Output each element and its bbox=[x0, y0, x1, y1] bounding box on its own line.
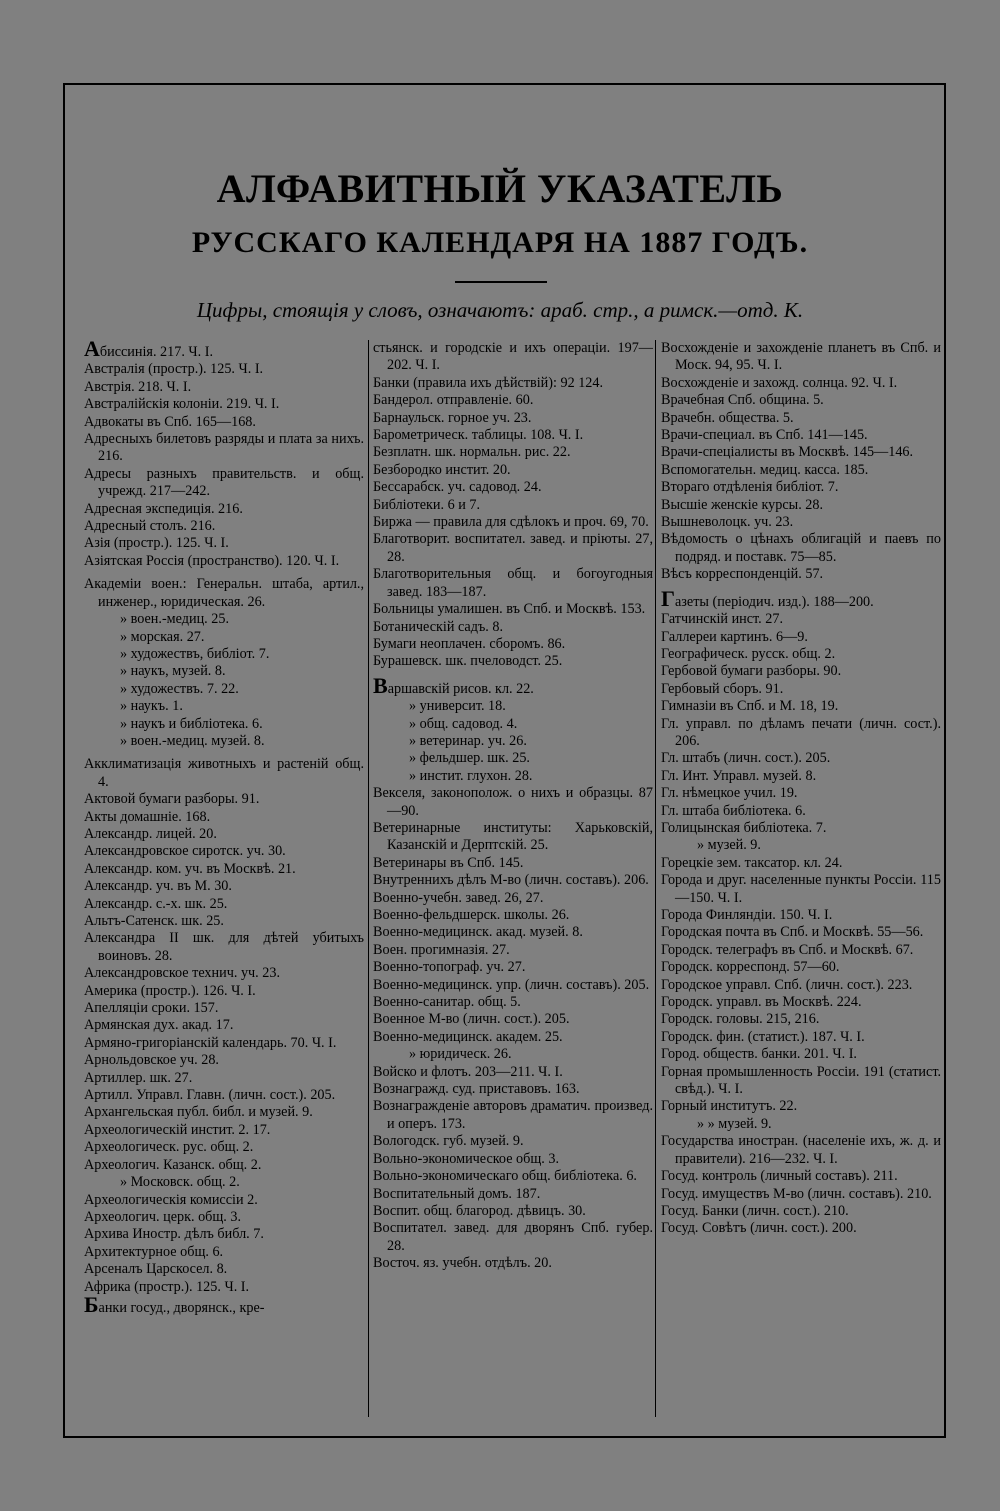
entry-text: Актовой бумаги разборы. 91. bbox=[84, 791, 260, 808]
index-entry bbox=[84, 1000, 364, 1017]
index-entry bbox=[661, 1168, 941, 1185]
index-entry bbox=[84, 930, 364, 965]
index-entry bbox=[84, 1174, 364, 1191]
entry-text: » наукъ и библіотека. 6. bbox=[120, 715, 263, 732]
index-entry bbox=[373, 1220, 653, 1255]
entry-text: » » музей. 9. bbox=[697, 1115, 772, 1132]
index-entry bbox=[373, 410, 653, 427]
index-entry bbox=[373, 1064, 653, 1081]
index-entry bbox=[84, 611, 364, 628]
column-divider-2 bbox=[655, 340, 656, 1417]
entry-text: Гл. нѣмецкое учил. 19. bbox=[661, 785, 798, 802]
entry-text: Адресный столъ. 216. bbox=[84, 518, 216, 535]
entry-text: » фельдшер. шк. 25. bbox=[409, 750, 530, 767]
subtitle: Цифры, стоящія у словъ, означаютъ: араб. стр., а римск.—отд. К. bbox=[196, 298, 804, 322]
entry-text: Акклиматизація животныхъ и растеній общ. 4. bbox=[84, 756, 364, 790]
entry-text: Вѣдомость о цѣнахъ облигацій и паевъ по подряд. и поставк. 75—85. bbox=[661, 531, 941, 565]
entry-text: Военно-медицинск. упр. (личн. составъ). 205. bbox=[373, 976, 650, 993]
index-entry bbox=[373, 977, 653, 994]
entry-text: Горная промышленность Россіи. 191 (статист. свѣд.). Ч. I. bbox=[661, 1063, 941, 1098]
entry-text: Векселя, законополож. о нихъ и образцы. 87—90. bbox=[373, 785, 653, 819]
entry-text: Армяно-григоріанскій календарь. 70. Ч. I. bbox=[84, 1034, 337, 1051]
index-entry bbox=[661, 1220, 941, 1237]
index-entry bbox=[84, 809, 364, 826]
entry-text: Врачи-спеціалисты въ Москвѣ. 145—146. bbox=[661, 444, 914, 461]
entry-text: Арсеналъ Царскосел. 8. bbox=[84, 1261, 228, 1278]
entry-text: биссинія. 217. Ч. I. bbox=[99, 344, 214, 360]
index-entry bbox=[84, 756, 364, 791]
index-entry bbox=[661, 768, 941, 785]
index-entry bbox=[661, 681, 941, 698]
index-entry bbox=[84, 361, 364, 378]
entry-text: Госуд. Банки (личн. сост.). 210. bbox=[661, 1202, 849, 1219]
entry-text: Адвокаты въ Спб. 165—168. bbox=[84, 413, 256, 430]
index-entry bbox=[373, 514, 653, 531]
entry-text: Апелляціи сроки. 157. bbox=[84, 1000, 219, 1017]
entry-text: стьянск. и городскіе и ихъ операціи. 197—202. Ч. I. bbox=[373, 340, 653, 374]
entry-text: Археологич. церк. общ. 3. bbox=[84, 1208, 242, 1225]
entry-text: Археологическ. рус. общ. 2. bbox=[84, 1139, 254, 1156]
entry-text: Гл. штаба библіотека. 6. bbox=[661, 802, 806, 819]
index-entry bbox=[84, 466, 364, 501]
entry-text: Александр. уч. въ М. 30. bbox=[84, 878, 232, 895]
index-entry bbox=[84, 553, 364, 570]
index-entry bbox=[661, 785, 941, 802]
entry-text: Гербовый сборъ. 91. bbox=[661, 680, 784, 697]
entry-text: аршавскій рисов. кл. 22. bbox=[387, 680, 534, 697]
index-entry bbox=[373, 750, 653, 767]
entry-text: Архива Иностр. дѣлъ библ. 7. bbox=[84, 1226, 264, 1243]
index-entry bbox=[84, 965, 364, 982]
entry-text: Военно-медицинск. академ. 25. bbox=[373, 1028, 563, 1045]
entry-text: Альтъ-Сатенск. шк. 25. bbox=[84, 913, 224, 929]
entry-text: Африка (простр.). 125. Ч. I. bbox=[84, 1278, 250, 1295]
entry-text: Архитектурное общ. 6. bbox=[84, 1243, 224, 1260]
entry-text: Воспит. общ. благород. дѣвицъ. 30. bbox=[373, 1202, 586, 1219]
title-line-1: АЛФАВИТНЫЙ УКАЗАТЕЛЬ bbox=[216, 166, 784, 211]
entry-text: Географическ. русск. общ. 2. bbox=[661, 645, 836, 662]
entry-text: Адресная экспедиція. 216. bbox=[84, 500, 243, 517]
index-entry bbox=[373, 1029, 653, 1046]
index-entry bbox=[84, 1192, 364, 1209]
index-entry bbox=[84, 663, 364, 680]
index-entry bbox=[84, 861, 364, 878]
entry-text: Восхожденіе и захожденіе планетъ въ Спб. и Моск. 94, 95. Ч. I. bbox=[661, 340, 941, 374]
index-entry bbox=[84, 733, 364, 750]
index-entry bbox=[661, 663, 941, 680]
entry-text: Госуд. имуществъ М-во (личн. составъ). 210. bbox=[661, 1185, 932, 1202]
entry-text: Австралійскія колоніи. 219. Ч. I. bbox=[84, 396, 280, 413]
index-entry bbox=[84, 646, 364, 663]
index-entry bbox=[373, 994, 653, 1011]
entry-text: Воспитател. завед. для дворянъ Спб. губер. 28. bbox=[373, 1220, 653, 1254]
entry-text: Археологич. Казанск. общ. 2. bbox=[84, 1156, 262, 1173]
index-entry bbox=[84, 983, 364, 1000]
index-entry bbox=[373, 444, 653, 461]
entry-text: Городская почта въ Спб. и Москвѣ. 55—56. bbox=[661, 924, 924, 941]
index-entry bbox=[84, 379, 364, 396]
index-entry bbox=[661, 750, 941, 767]
entry-text: Ветеринары въ Спб. 145. bbox=[373, 854, 524, 871]
index-entry bbox=[661, 392, 941, 409]
entry-text: Города и друг. населенные пункты Россіи. 115—150. Ч. I. bbox=[661, 872, 941, 906]
section-initial: Б bbox=[84, 1291, 99, 1317]
entry-text: Города Финляндіи. 150. Ч. I. bbox=[661, 907, 833, 923]
index-entry bbox=[661, 1186, 941, 1203]
entry-text: Вольно-экономическаго общ. библіотека. 6. bbox=[373, 1168, 637, 1185]
column-divider-1 bbox=[368, 340, 369, 1417]
entry-text: Вѣсъ корреспонденцій. 57. bbox=[661, 566, 824, 583]
entry-text: Библіотеки. 6 и 7. bbox=[373, 496, 481, 513]
index-entry bbox=[84, 396, 364, 413]
entry-text: » наукъ. 1. bbox=[120, 698, 183, 715]
index-entry bbox=[661, 375, 941, 392]
index-entry bbox=[373, 653, 653, 670]
entry-text: Вознагражд. суд. приставовъ. 163. bbox=[373, 1081, 580, 1098]
index-entry bbox=[84, 431, 364, 466]
title-divider bbox=[455, 281, 547, 283]
index-entry bbox=[661, 1064, 941, 1099]
index-column-1 bbox=[84, 336, 364, 1317]
entry-text: Городск. корреспонд. 57—60. bbox=[661, 959, 840, 976]
entry-text: Городское управл. Спб. (личн. сост.). 223. bbox=[661, 976, 913, 993]
index-entry bbox=[373, 1151, 653, 1168]
index-entry bbox=[661, 444, 941, 461]
entry-text: Восхожденіе и захожд. солнца. 92. Ч. I. bbox=[661, 374, 898, 391]
index-entry bbox=[373, 427, 653, 444]
index-entry bbox=[373, 462, 653, 479]
entry-text: анки госуд., дворянск., кре- bbox=[98, 1299, 265, 1316]
index-entry bbox=[373, 340, 653, 375]
index-entry bbox=[84, 336, 364, 361]
entry-text: Восточ. яз. учебн. отдѣлъ. 20. bbox=[373, 1255, 552, 1272]
index-entry bbox=[373, 619, 653, 636]
entry-text: Втораго отдѣленія библіот. 7. bbox=[661, 479, 839, 496]
index-entry bbox=[373, 785, 653, 820]
index-entry bbox=[373, 636, 653, 653]
entry-text: Врачебная Спб. община. 5. bbox=[661, 392, 824, 409]
entry-text: Воспитательный домъ. 187. bbox=[373, 1185, 541, 1202]
index-entry bbox=[661, 942, 941, 959]
entry-text: Безплатн. шк. нормальн. рис. 22. bbox=[373, 444, 571, 461]
index-entry bbox=[373, 375, 653, 392]
index-entry bbox=[373, 392, 653, 409]
index-entry bbox=[84, 1157, 364, 1174]
entry-text: Ветеринарные институты: Харьковскій, Казанскій и Дерптскій. 25. bbox=[373, 819, 653, 854]
entry-text: Больницы умалишен. въ Спб. и Москвѣ. 153. bbox=[373, 601, 646, 618]
index-entry bbox=[373, 872, 653, 889]
index-entry bbox=[373, 531, 653, 566]
index-entry bbox=[661, 1116, 941, 1133]
entry-text: Государства иностран. (населеніе ихъ, ж. д. и правители). 216—232. Ч. I. bbox=[661, 1133, 941, 1167]
entry-text: Вспомогательн. медиц. касса. 185. bbox=[661, 461, 869, 478]
entry-text: Александр. с.-х. шк. 25. bbox=[84, 895, 228, 912]
index-entry bbox=[84, 716, 364, 733]
index-entry bbox=[84, 1244, 364, 1261]
index-entry bbox=[84, 629, 364, 646]
index-entry bbox=[84, 698, 364, 715]
index-entry bbox=[373, 1168, 653, 1185]
index-entry bbox=[84, 913, 364, 930]
index-entry bbox=[661, 566, 941, 583]
index-entry bbox=[373, 1255, 653, 1272]
entry-text: Город. обществ. банки. 201. Ч. I. bbox=[661, 1046, 857, 1063]
index-entry bbox=[661, 531, 941, 566]
entry-text: Артиллер. шк. 27. bbox=[84, 1069, 193, 1086]
entry-text: Азіятская Россія (пространство). 120. Ч. I. bbox=[84, 552, 340, 569]
index-entry bbox=[373, 479, 653, 496]
index-entry bbox=[373, 672, 653, 698]
entry-text: Городск. телеграфъ въ Спб. и Москвѣ. 67. bbox=[661, 941, 914, 958]
index-entry bbox=[84, 826, 364, 843]
entry-text: Археологическій инстит. 2. 17. bbox=[84, 1121, 271, 1138]
index-entry bbox=[373, 1203, 653, 1220]
entry-text: Войско и флотъ. 203—211. Ч. I. bbox=[373, 1063, 563, 1080]
index-entry bbox=[373, 601, 653, 618]
index-entry bbox=[661, 427, 941, 444]
index-entry bbox=[661, 803, 941, 820]
entry-text: Арнольдовское уч. 28. bbox=[84, 1052, 219, 1069]
index-entry bbox=[373, 959, 653, 976]
index-entry bbox=[84, 1052, 364, 1069]
index-entry bbox=[373, 768, 653, 785]
index-entry bbox=[373, 698, 653, 715]
index-entry bbox=[661, 514, 941, 531]
entry-text: Археологическія комиссіи 2. bbox=[84, 1191, 258, 1208]
section-initial: А bbox=[84, 336, 100, 361]
index-entry bbox=[84, 501, 364, 518]
index-entry bbox=[661, 340, 941, 375]
index-entry bbox=[84, 518, 364, 535]
index-entry bbox=[373, 855, 653, 872]
index-entry bbox=[373, 566, 653, 601]
entry-text: Врачи-специал. въ Спб. 141—145. bbox=[661, 427, 868, 444]
entry-text: Александр. ком. уч. въ Москвѣ. 21. bbox=[84, 860, 296, 877]
entry-text: Галлереи картинъ. 6—9. bbox=[661, 628, 808, 645]
index-entry bbox=[84, 1139, 364, 1156]
entry-text: Бурашевск. шк. пчеловодст. 25. bbox=[373, 653, 563, 670]
entry-text: Военно-топограф. уч. 27. bbox=[373, 959, 526, 976]
index-entry bbox=[84, 1226, 364, 1243]
index-entry bbox=[373, 924, 653, 941]
entry-text: Барометрическ. таблицы. 108. Ч. I. bbox=[373, 427, 584, 444]
entry-text: Артилл. Управл. Главн. (личн. сост.). 205. bbox=[84, 1087, 336, 1104]
entry-text: Гимназіи въ Спб. и М. 18, 19. bbox=[661, 698, 839, 715]
title-line-2: РУССКАГО КАЛЕНДАРЯ НА 1887 ГОДЪ. bbox=[191, 226, 809, 259]
entry-text: Военно-учебн. завед. 26, 27. bbox=[373, 889, 544, 906]
index-entry bbox=[661, 716, 941, 751]
index-entry bbox=[661, 924, 941, 941]
index-entry bbox=[84, 1104, 364, 1121]
index-entry bbox=[661, 698, 941, 715]
index-entry bbox=[84, 681, 364, 698]
section-initial: Г bbox=[661, 585, 675, 611]
entry-text: Банки (правила ихъ дѣйствій): 92 124. bbox=[373, 374, 604, 391]
entry-text: Гл. штабъ (личн. сост.). 205. bbox=[661, 750, 831, 767]
index-entry bbox=[661, 872, 941, 907]
index-entry bbox=[373, 890, 653, 907]
entry-text: Военное М-во (личн. сост.). 205. bbox=[373, 1011, 570, 1028]
entry-text: » воен.-медиц. музей. 8. bbox=[120, 732, 265, 749]
entry-text: » университ. 18. bbox=[409, 698, 506, 715]
entry-text: Азія (простр.). 125. Ч. I. bbox=[84, 535, 229, 552]
entry-text: » художествъ, библіот. 7. bbox=[120, 645, 270, 662]
index-entry bbox=[661, 611, 941, 628]
index-entry bbox=[373, 1098, 653, 1133]
entry-text: Безбородко инстит. 20. bbox=[373, 461, 511, 478]
index-entry bbox=[84, 1122, 364, 1139]
entry-text: Горный институтъ. 22. bbox=[661, 1098, 798, 1115]
entry-text: » наукъ, музей. 8. bbox=[120, 663, 226, 680]
entry-text: Австралія (простр.). 125. Ч. I. bbox=[84, 361, 264, 378]
index-entry bbox=[373, 907, 653, 924]
entry-text: Бандерол. отправленіе. 60. bbox=[373, 392, 534, 409]
entry-text: » общ. садовод. 4. bbox=[409, 715, 518, 732]
index-entry bbox=[84, 896, 364, 913]
index-entry bbox=[84, 1209, 364, 1226]
entry-text: Гл. Инт. Управл. музей. 8. bbox=[661, 767, 817, 784]
entry-text: Внутреннихъ дѣлъ М-во (личн. составъ). 206. bbox=[373, 872, 649, 889]
entry-text: Америка (простр.). 126. Ч. I. bbox=[84, 982, 256, 999]
entry-text: Вольно-экономическое общ. 3. bbox=[373, 1150, 560, 1167]
entry-text: Городск. головы. 215, 216. bbox=[661, 1011, 820, 1028]
entry-text: » художествъ. 7. 22. bbox=[120, 680, 239, 697]
entry-text: Госуд. Совѣтъ (личн. сост.). 200. bbox=[661, 1220, 857, 1237]
index-entry bbox=[84, 1017, 364, 1034]
entry-text: азеты (періодич. изд.). 188—200. bbox=[675, 593, 874, 610]
entry-text: Высшіе женскіе курсы. 28. bbox=[661, 496, 824, 513]
entry-text: Архангельская публ. библ. и музей. 9. bbox=[84, 1104, 313, 1121]
entry-text: Адресныхъ билетовъ разряды и плата за нихъ. 216. bbox=[84, 431, 364, 465]
index-entry bbox=[84, 791, 364, 808]
entry-text: Австрія. 218. Ч. I. bbox=[84, 378, 192, 395]
index-entry bbox=[84, 878, 364, 895]
index-entry bbox=[84, 414, 364, 431]
index-entry bbox=[373, 1081, 653, 1098]
index-entry bbox=[661, 820, 941, 837]
index-entry bbox=[661, 646, 941, 663]
entry-text: Вознагражденіе авторовъ драматич. произвед. и оперъ. 173. bbox=[373, 1098, 653, 1132]
index-entry bbox=[661, 497, 941, 514]
index-entry bbox=[373, 1186, 653, 1203]
entry-text: Бессарабск. уч. садовод. 24. bbox=[373, 479, 542, 496]
entry-text: Академіи воен.: Генеральн. штаба, артил., инженер., юридическая. 26. bbox=[84, 576, 364, 610]
entry-text: Голицынская библіотека. 7. bbox=[661, 819, 827, 836]
index-entry bbox=[661, 994, 941, 1011]
index-entry bbox=[661, 1011, 941, 1028]
index-entry bbox=[84, 1035, 364, 1052]
entry-text: Бумаги неоплачен. сборомъ. 86. bbox=[373, 635, 566, 652]
index-entry bbox=[661, 585, 941, 611]
index-entry bbox=[373, 1011, 653, 1028]
entry-text: » инстит. глухон. 28. bbox=[409, 767, 533, 784]
entry-text: Александр. лицей. 20. bbox=[84, 825, 217, 842]
index-entry bbox=[661, 1029, 941, 1046]
entry-text: Городск. управл. въ Москвѣ. 224. bbox=[661, 994, 862, 1011]
index-entry bbox=[84, 1070, 364, 1087]
index-column-3 bbox=[661, 340, 941, 1238]
index-entry bbox=[373, 716, 653, 733]
index-entry bbox=[84, 1087, 364, 1104]
section-initial: В bbox=[373, 672, 388, 698]
entry-text: Биржа — правила для сдѣлокъ и проч. 69, 70. bbox=[373, 514, 649, 531]
index-entry bbox=[661, 837, 941, 854]
entry-text: Благотворит. воспитател. завед. и пріюты. 27, 28. bbox=[373, 531, 653, 565]
index-entry bbox=[661, 629, 941, 646]
entry-text: Барнаульск. горное уч. 23. bbox=[373, 409, 532, 426]
entry-text: Гл. управл. по дѣламъ печати (личн. сост.). 206. bbox=[661, 715, 941, 749]
entry-text: Врачебн. общества. 5. bbox=[661, 409, 794, 426]
entry-text: Городск. фин. (статист.). 187. Ч. I. bbox=[661, 1028, 865, 1045]
entry-text: Гатчинскій инст. 27. bbox=[661, 611, 784, 628]
index-entry bbox=[661, 977, 941, 994]
entry-text: Благотворительныя общ. и богоугодныя завед. 183—187. bbox=[373, 566, 653, 600]
entry-text: » ветеринар. уч. 26. bbox=[409, 732, 527, 749]
index-entry bbox=[661, 1133, 941, 1168]
entry-text: Военно-фельдшерск. школы. 26. bbox=[373, 907, 570, 923]
index-entry bbox=[373, 820, 653, 855]
entry-text: Александровское технич. уч. 23. bbox=[84, 965, 280, 982]
entry-text: Армянская дух. акад. 17. bbox=[84, 1017, 234, 1034]
entry-text: » юридическ. 26. bbox=[409, 1046, 512, 1063]
index-entry bbox=[661, 855, 941, 872]
entry-text: Александра II шк. для дѣтей убитыхъ воиновъ. 28. bbox=[84, 930, 364, 964]
index-column-2 bbox=[373, 340, 653, 1273]
index-entry bbox=[661, 959, 941, 976]
entry-text: » музей. 9. bbox=[697, 837, 761, 854]
entry-text: Военно-санитар. общ. 5. bbox=[373, 994, 521, 1011]
entry-text: Горецкіе зем. таксатор. кл. 24. bbox=[661, 854, 843, 871]
index-entry bbox=[661, 479, 941, 496]
index-entry bbox=[84, 1291, 364, 1317]
index-entry bbox=[661, 907, 941, 924]
entry-text: Военно-медицинск. акад. музей. 8. bbox=[373, 924, 583, 941]
entry-text: Ботаническій садъ. 8. bbox=[373, 618, 504, 635]
index-entry bbox=[84, 1279, 364, 1296]
entry-text: Воен. прогимназія. 27. bbox=[373, 941, 510, 958]
index-entry bbox=[661, 1098, 941, 1115]
entry-text: » воен.-медиц. 25. bbox=[120, 611, 229, 628]
entry-text: Гербовой бумаги разборы. 90. bbox=[661, 663, 842, 680]
index-entry bbox=[661, 410, 941, 427]
index-entry bbox=[84, 576, 364, 611]
entry-text: Александровское сиротск. уч. 30. bbox=[84, 843, 286, 860]
entry-text: Акты домашніе. 168. bbox=[84, 808, 211, 825]
index-entry bbox=[84, 1261, 364, 1278]
index-entry bbox=[373, 497, 653, 514]
index-entry bbox=[373, 733, 653, 750]
entry-text: Адресы разныхъ правительств. и общ. учрежд. 217—242. bbox=[84, 465, 364, 500]
index-entry bbox=[373, 942, 653, 959]
index-entry bbox=[84, 843, 364, 860]
index-entry bbox=[661, 1203, 941, 1220]
entry-text: Вологодск. губ. музей. 9. bbox=[373, 1133, 524, 1150]
index-entry bbox=[373, 1046, 653, 1063]
entry-text: Госуд. контроль (личный составъ). 211. bbox=[661, 1168, 898, 1185]
entry-text: Вышневолоцк. уч. 23. bbox=[661, 514, 794, 531]
index-entry bbox=[84, 535, 364, 552]
entry-text: » Московск. общ. 2. bbox=[120, 1174, 240, 1191]
index-entry bbox=[661, 1046, 941, 1063]
index-entry bbox=[373, 1133, 653, 1150]
index-entry bbox=[661, 462, 941, 479]
entry-text: » морская. 27. bbox=[120, 628, 205, 645]
